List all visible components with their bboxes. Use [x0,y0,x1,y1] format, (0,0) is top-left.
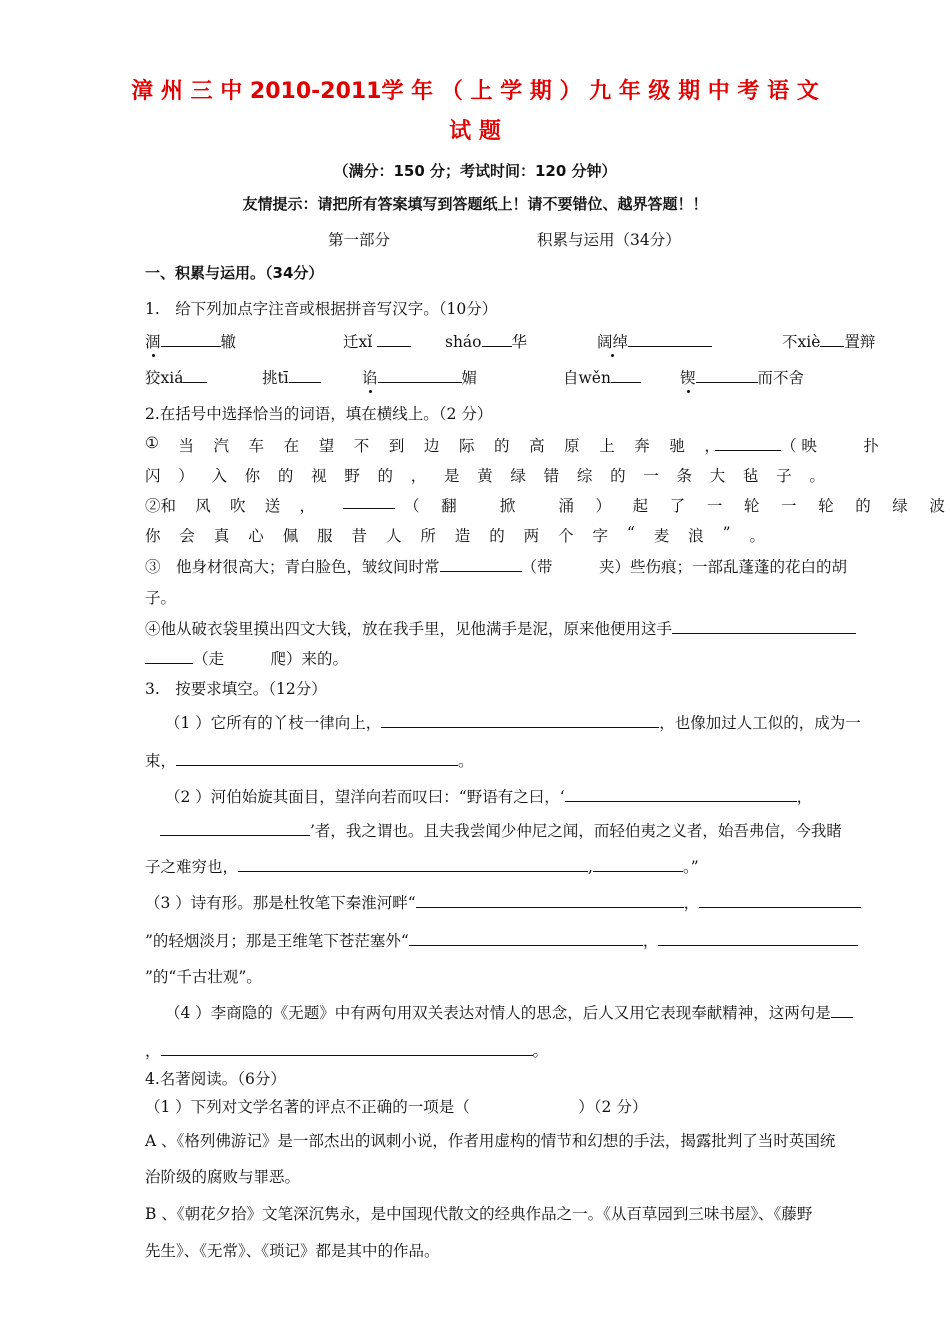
q1-pinyin: 狡xiá [145,369,184,387]
text: （3 ）诗有形。那是杜牧笔下秦淮河畔“ [145,894,416,912]
q2-item3-line2: 子。 [145,589,177,607]
q1-char: 涸 [145,333,161,351]
text-char: 心 [248,527,264,545]
q3-s3-line1 [145,891,861,913]
q1-pinyin: sháo [445,333,482,351]
text-char: 风 [195,497,211,515]
answer-blank[interactable] [628,332,712,347]
text-char: ” [722,524,731,542]
text: ， [683,894,700,912]
text: ， [796,788,813,806]
q1-pinyin: 不xiè [782,333,821,351]
text-char: 际 [458,437,475,455]
q3-s1-line2 [145,749,474,771]
text-char: 子 [776,467,792,485]
text-char: 绿 [510,467,526,485]
q2-item4-line1 [145,617,856,639]
text: （带 夹）些伤痕；一部乱蓬蓬的花白的胡 [521,558,848,576]
q1-pinyin: 迁xǐ [343,333,373,351]
q1-item-5 [782,330,875,352]
text: ’者，我之谓也。且夫我尝闻少仲尼之闻，而轻伯夷之义者，始吾弗信，今我睹 [310,822,842,840]
text-char: 轮 [743,497,760,515]
text-char: 原 [564,437,580,455]
q3-s2-line2 [160,819,842,841]
score-info: （满分：150 分；考试时间：120 分钟） [333,162,617,180]
part-label: 第一部分 [328,231,391,249]
text-char: 入 [211,467,227,485]
q1-item-6 [145,366,207,388]
text: （4 ）李商隐的《无题》中有两句用双关表达对情人的思念，后人又用它表现奉献精神，这两句是 [165,1004,831,1022]
answer-blank[interactable] [820,332,844,347]
text-char: 涌 [558,497,574,515]
exam-title-line2: 试 题 [449,119,501,144]
answer-blank[interactable] [611,368,641,383]
text-char: 望 [318,437,335,455]
text-char: 掀 [499,497,516,515]
q4-option-b-line1: B 、《朝花夕拾》文笔深沉隽永，是中国现代散文的经典作品之一。《从百草园到三味书屋》、《藤野 [145,1205,813,1223]
answer-blank[interactable] [409,931,643,946]
answer-blank[interactable] [289,368,321,383]
text: 。 [458,752,474,770]
text: ，也像加过人工似的，成为一 [659,714,861,732]
q2-item1-line1 [145,434,720,456]
text-char: 车 [248,437,265,455]
text-char: 一 [643,467,659,485]
text: 。 [532,1042,549,1060]
text-char: 字 [592,527,608,545]
answer-blank[interactable] [482,332,512,347]
text-char: 麦 [653,527,670,545]
q3-prompt: 3. 按要求填空。（12分） [145,680,327,698]
q1-item-3 [445,330,527,352]
text-char: 翻 [441,497,457,515]
text-char: 的 [494,437,510,455]
text: 。” [682,858,699,876]
q2-prompt: 2.在括号中选择恰当的词语，填在横线上。（2 分） [145,405,493,423]
q2-item2-line1a [145,494,315,516]
text-char: 。 [749,527,765,545]
text-char: 高 [529,437,545,455]
q1-prompt: 1. 给下列加点字注音或根据拼音写汉字。（10分） [145,300,498,318]
text-char: 的 [277,467,294,485]
text-char: （ [404,497,420,515]
text-char: 服 [317,527,333,545]
text: ”的轻烟淡月；那是王维笔下苍茫塞外“ [145,932,409,950]
q3-s3-line3: ”的“千古壮观”。 [145,968,262,986]
q1-item-9 [563,366,641,388]
text-char: 大 [709,467,726,485]
q3-s4-line2 [145,1039,548,1061]
text-char: 黄 [477,467,493,485]
q1-pinyin: 自wěn [563,369,611,387]
q3-s3-line2 [145,929,858,951]
section-heading: 一、积累与运用。（34分） [145,264,324,282]
text-char: 吹 [229,497,246,515]
q1-item-2 [343,330,411,352]
q2-item4-line2 [145,647,348,669]
text-char: 波 [929,497,945,515]
text-char: 条 [676,467,693,485]
text-char: 所 [420,527,436,545]
text-char: 的 [610,467,626,485]
q2-item3-line1 [145,555,847,577]
text: 子之难穷也， [145,858,239,876]
answer-blank[interactable] [377,332,411,347]
q1-char: 阔绰 [597,333,629,351]
text: ③ 他身材很高大；青白脸色，皱纹间时常 [145,558,440,576]
text-char: 奔 [634,437,650,455]
choice-words: （ 映 扑 [781,437,879,455]
text-char: ②和 [145,497,177,515]
answer-blank[interactable] [183,368,207,383]
text: , [588,858,593,876]
answer-blank[interactable] [440,557,522,572]
text-char: 人 [385,527,402,545]
answer-blank[interactable] [565,787,797,802]
answer-blank[interactable] [176,751,458,766]
answer-blank[interactable] [161,1041,533,1056]
answer-blank[interactable] [343,494,395,509]
text-char: 视 [311,467,327,485]
text-char: 的 [377,467,394,485]
text-char: 错 [543,467,560,485]
q4-sub1: （1 ）下列对文学名著的评点不正确的一项是（ ）（2 分） [145,1098,648,1116]
q1-char: 而不舍 [757,369,805,387]
text-char: 的 [855,497,871,515]
exam-title-line1: 漳 州 三 中 2010-2011学 年 （ 上 学 期 ） 九 年 级 期 中 考 语 文 [131,79,819,104]
text-char: ① [145,434,159,452]
text-char: 驰 [669,437,685,455]
text-char: 汽 [213,437,230,455]
q1-char: 华 [511,333,528,351]
q4-prompt: 4.名著阅读。（6分） [145,1070,286,1088]
text-char: 绿 [892,497,908,515]
text-char: 不 [353,437,370,455]
text-char: 上 [599,437,615,455]
text-char: “ [626,524,635,542]
text-char: 起 [632,497,649,515]
text-char: 送 [264,497,281,515]
text-char: 一 [706,497,723,515]
q2-item1-choice [715,434,879,456]
text-char: ， [299,497,315,515]
text: 束， [145,752,177,770]
q3-s2-line1 [165,785,812,807]
text-char: 在 [283,437,300,455]
text-char: ） [178,467,194,485]
q4-option-a-line1: A 、《格列佛游记》是一部杰出的讽刺小说，作者用虚构的情节和幻想的手法，揭露批判了当时英国统 [145,1132,836,1150]
text: ， [145,1042,161,1060]
text-char: ， [704,437,720,455]
text-char: 闪 [145,467,161,485]
answer-blank[interactable] [715,436,781,451]
q3-s4-line1 [165,1001,853,1023]
answer-blank[interactable] [658,931,858,946]
text-char: 真 [213,527,230,545]
answer-blank[interactable] [160,821,310,836]
q1-char: 媚 [461,369,478,387]
text-char: 浪 [688,527,704,545]
text: ④他从破衣袋里摸出四文大钱，放在我手里，见他满手是泥，原来他便用这手 [145,620,673,638]
q3-s2-line3 [145,855,699,877]
q2-item2-blank [343,494,395,513]
q1-item-8 [362,366,477,388]
text-char: 会 [179,527,195,545]
text-char: 毡 [742,467,759,485]
answer-blank[interactable] [378,368,462,383]
q4-option-a-line2: 治阶级的腐败与罪恶。 [145,1168,301,1186]
q1-char: 辙 [220,333,237,351]
text-char: 野 [344,467,360,485]
answer-blank[interactable] [699,893,861,908]
q1-item-1 [145,330,236,352]
answer-blank[interactable] [145,649,193,664]
q1-char: 置辩 [844,333,876,351]
answer-blank[interactable] [381,713,659,728]
text-char: 佩 [282,527,299,545]
q1-item-10 [680,366,804,388]
text-char: 造 [454,527,471,545]
q1-char: 锲 [680,369,696,387]
text-char: 两 [523,527,540,545]
text: （2 ）河伯始旋其面目，望洋向若而叹曰：“野语有之曰，‘ [165,788,565,806]
answer-blank[interactable] [831,1003,853,1018]
text-char: 个 [558,527,574,545]
text-char: 。 [809,467,825,485]
part-title: 积累与运用（34分） [537,231,681,249]
text-char: 轮 [818,497,834,515]
text-char: 昔 [351,527,368,545]
text-char: 你 [244,467,261,485]
q1-char: 谄 [362,369,378,387]
q1-item-4 [597,330,712,352]
q3-s1-line1 [165,711,861,733]
text-char: 一 [781,497,797,515]
text-char: 边 [423,437,440,455]
text-char: 了 [669,497,686,515]
answer-blank[interactable] [593,857,683,872]
text-char: 当 [178,437,194,455]
q2-item1-line2 [145,464,825,486]
answer-blank[interactable] [416,893,684,908]
q1-item-7 [262,366,321,388]
text-char: ， [410,467,427,485]
q4-option-b-line2: 先生》、《无常》、《琐记》都是其中的作品。 [145,1242,440,1260]
text-char: 综 [576,467,593,485]
text: ， [642,932,659,950]
answer-blank[interactable] [672,619,856,634]
answer-blank[interactable] [696,368,758,383]
answer-blank[interactable] [161,332,221,347]
text-char: 的 [489,527,505,545]
q2-item2-line1b [404,494,945,516]
q2-item2-line2 [145,524,765,546]
q1-pinyin: 挑tī [262,369,289,387]
text: （1 ）它所有的丫枝一律向上， [165,714,382,732]
text-char: 你 [145,527,161,545]
text-char: 到 [388,437,405,455]
answer-blank[interactable] [238,857,588,872]
text-char: ） [595,497,612,515]
reminder: 友情提示：请把所有答案填写到答题纸上！请不要错位、越界答题！！ [242,195,708,213]
text: （走 爬）来的。 [193,650,349,668]
text-char: 是 [443,467,460,485]
